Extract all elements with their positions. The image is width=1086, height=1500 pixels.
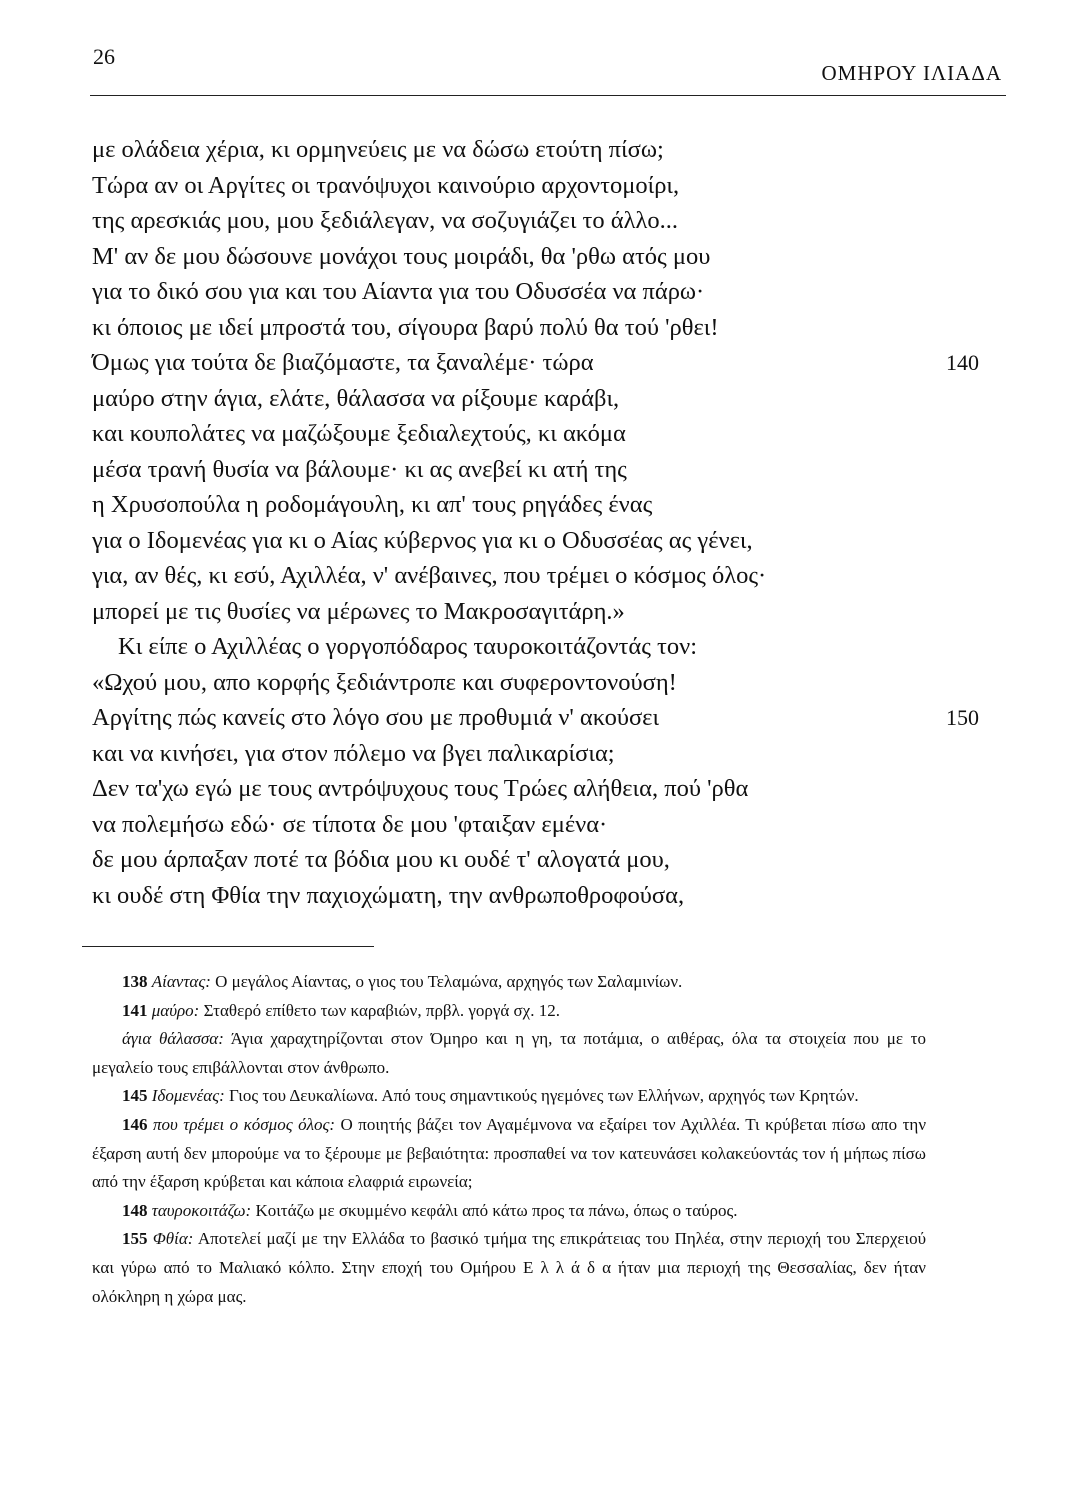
verse-line bbox=[0, 523, 1086, 559]
verse-text: και να κινήσει, για στον πόλεμο να βγει παλικαρίσια; bbox=[92, 739, 615, 767]
footnote-text: Ο ποιητής βάζει τον Αγαμέμνονα να εξαίρει τον Αχιλλέα. Τι κρύβεται πίσω απο την έξαρση αυτή δεν μπορούμε να το ξέρουμε με βεβαιότητα: προσπαθεί να τον κατευνάσει κολακεύοντάς τον ή μήπως πίσω από την έξαρση κρύβεται και κάποια ελαφριά ειρωνεία; bbox=[92, 1114, 927, 1192]
footnote-ref: 138 bbox=[122, 972, 148, 991]
footnote-text: Άγια χαραχτηρίζονται στον Όμηρο και η γη, τα ποτάμια, ο αιθέρας, όλα τα στοιχεία που με το μεγαλείο τους επιβάλλονται στον άνθρωπο. bbox=[92, 1029, 926, 1077]
footnote-ref: 155 bbox=[122, 1229, 148, 1249]
verse-text: να πολεμήσω εδώ· σε τίποτα δε μου 'φταιξαν εμένα· bbox=[92, 810, 608, 838]
verse-line bbox=[0, 594, 1086, 630]
verse-line bbox=[0, 700, 1086, 736]
verse-text: η Χρυσοπούλα η ροδομάγουλη, κι απ' τους ρηγάδες ένας bbox=[92, 491, 653, 518]
footnote-term: Αίαντας: bbox=[151, 972, 211, 991]
verse-line bbox=[0, 132, 1086, 168]
footnote-term: Φθία: bbox=[152, 1229, 194, 1249]
verse-line bbox=[0, 771, 1086, 807]
footnote-text: Ο μεγάλος Αίαντας, ο γιος του Τελαμώνα, αρχηγός των Σαλαμινίων. bbox=[215, 972, 683, 991]
line-number: 140 bbox=[946, 350, 979, 375]
footnote-text: Αποτελεί μαζί με την Ελλάδα το βασικό τμήμα της επικράτειας του Πηλέα, στην περιοχή του Σπερχειού και γύρω από το Μαλιακό κόλπο. Στην εποχή του Ομήρου Ε λ λ ά δ α ήταν μια περιοχή της Θεσσαλίας, δεν ήταν ολόκληρη η χώρα μας. bbox=[92, 1229, 927, 1306]
verse-text: Μ' αν δε μου δώσουνε μονάχοι τους μοιράδι, θα 'ρθω ατός μου bbox=[92, 242, 711, 270]
footnote bbox=[92, 1025, 926, 1082]
footnote-ref: 141 bbox=[122, 1000, 148, 1020]
verse-text: Κι είπε ο Αχιλλέας ο γοργοπόδαρος ταυροκοιτάζοντάς τον: bbox=[118, 633, 698, 660]
verse-line bbox=[0, 168, 1086, 204]
footnote-term: ταυροκοιτάζω: bbox=[151, 1200, 252, 1220]
verse-line bbox=[0, 629, 1086, 665]
footnote-ref: 148 bbox=[122, 1200, 148, 1220]
verse-text: κι ουδέ στη Φθία την παχιοχώματη, την ανθρωποθροφούσα, bbox=[92, 881, 685, 909]
verse-text: για ο Ιδομενέας για κι ο Αίας κύβερνος για κι ο Οδυσσέας ας γένει, bbox=[92, 526, 753, 554]
line-number: 150 bbox=[946, 705, 979, 730]
footnote-term: Ιδομενέας: bbox=[151, 1086, 225, 1106]
footnote-ref: 146 bbox=[122, 1114, 148, 1134]
footnote-text: Γιος του Δευκαλίωνα. Από τους σημαντικούς ηγεμόνες των Ελλήνων, αρχηγός των Κρητών. bbox=[229, 1086, 859, 1106]
verse-text: Αργίτης πώς κανείς στο λόγο σου με προθυμιά ν' ακούσει bbox=[92, 704, 660, 731]
verse-line bbox=[0, 203, 1086, 239]
verse-text: της αρεσκιάς μου, μου ξεδιάλεγαν, να σοζυγιάζει το άλλο... bbox=[92, 207, 679, 234]
verse-line bbox=[0, 842, 1086, 878]
verse-text: κι όποιος με ιδεί μπροστά του, σίγουρα βαρύ πολύ θα τού 'ρθει! bbox=[92, 313, 719, 341]
verse-line bbox=[0, 878, 1086, 914]
verse-text: μέσα τρανή θυσία να βάλουμε· κι ας ανεβεί κι ατή της bbox=[92, 455, 627, 483]
verse-line bbox=[0, 665, 1086, 701]
verse-line bbox=[0, 807, 1086, 843]
verse-line bbox=[0, 310, 1086, 346]
verse-text: Τώρα αν οι Αργίτες οι τρανόψυχοι καινούριο αρχοντομοίρι, bbox=[92, 171, 680, 199]
footnote-rule bbox=[82, 946, 374, 947]
verse-line bbox=[0, 558, 1086, 594]
verse-line bbox=[0, 381, 1086, 417]
footnote-term: άγια θάλασσα: bbox=[122, 1029, 224, 1049]
footnote bbox=[92, 997, 926, 1026]
verse-text: «Ωχού μου, απο κορφής ξεδιάντροπε και συφεροντονούση! bbox=[92, 668, 677, 696]
running-title: ΟΜΗΡΟΥ ΙΛΙΑΔΑ bbox=[821, 61, 1002, 85]
footnotes-block bbox=[92, 968, 926, 1311]
verse-text: μαύρο στην άγια, ελάτε, θάλασσα να ρίξουμε καράβι, bbox=[92, 384, 620, 412]
footnote-text: Κοιτάζω με σκυμμένο κεφάλι από κάτω προς τα πάνω, όπως ο ταύρος. bbox=[255, 1200, 738, 1220]
footnote-text: Σταθερό επίθετο των καραβιών, πρβλ. γοργά σχ. 12. bbox=[203, 1000, 560, 1020]
page-number: 26 bbox=[93, 44, 115, 69]
footnote-term: που τρέμει ο κόσμος όλος: bbox=[152, 1114, 336, 1134]
verse-line bbox=[0, 274, 1086, 310]
verse-text: για, αν θές, κι εσύ, Αχιλλέα, ν' ανέβαινες, που τρέμει ο κόσμος όλος· bbox=[92, 562, 767, 589]
verse-text: και κουπολάτες να μαζώξουμε ξεδιαλεχτούς, κι ακόμα bbox=[92, 420, 626, 447]
footnote-term: μαύρο: bbox=[151, 1000, 200, 1020]
footnote bbox=[92, 1082, 926, 1111]
verse-text: Όμως για τούτα δε βιαζόμαστε, τα ξαναλέμε· τώρα bbox=[92, 349, 594, 376]
header-rule bbox=[90, 95, 1006, 96]
verse-text: με ολάδεια χέρια, κι ορμηνεύεις με να δώσω ετούτη πίσω; bbox=[92, 136, 664, 163]
verse-text: για το δικό σου για και του Αίαντα για του Οδυσσέα να πάρω· bbox=[92, 278, 705, 305]
verse-text: μπορεί με τις θυσίες να μέρωνες το Μακροσαγιτάρη.» bbox=[92, 597, 625, 625]
verse-line bbox=[0, 487, 1086, 523]
footnote bbox=[92, 1225, 926, 1311]
verse-line bbox=[0, 416, 1086, 452]
footnote bbox=[92, 968, 926, 997]
verse-text: Δεν τα'χω εγώ με τους αντρόψυχους τους Τρώες αλήθεια, πού 'ρθα bbox=[92, 775, 749, 802]
footnote bbox=[92, 1197, 926, 1226]
footnote bbox=[92, 1111, 926, 1197]
verse-line bbox=[0, 345, 1086, 381]
verse-line bbox=[0, 452, 1086, 488]
verse-text: δε μου άρπαξαν ποτέ τα βόδια μου κι ουδέ τ' αλογατά μου, bbox=[92, 846, 670, 873]
footnote-ref: 145 bbox=[122, 1086, 148, 1106]
verse-line bbox=[0, 239, 1086, 275]
verse-line bbox=[0, 736, 1086, 772]
verse-block bbox=[0, 132, 1086, 913]
